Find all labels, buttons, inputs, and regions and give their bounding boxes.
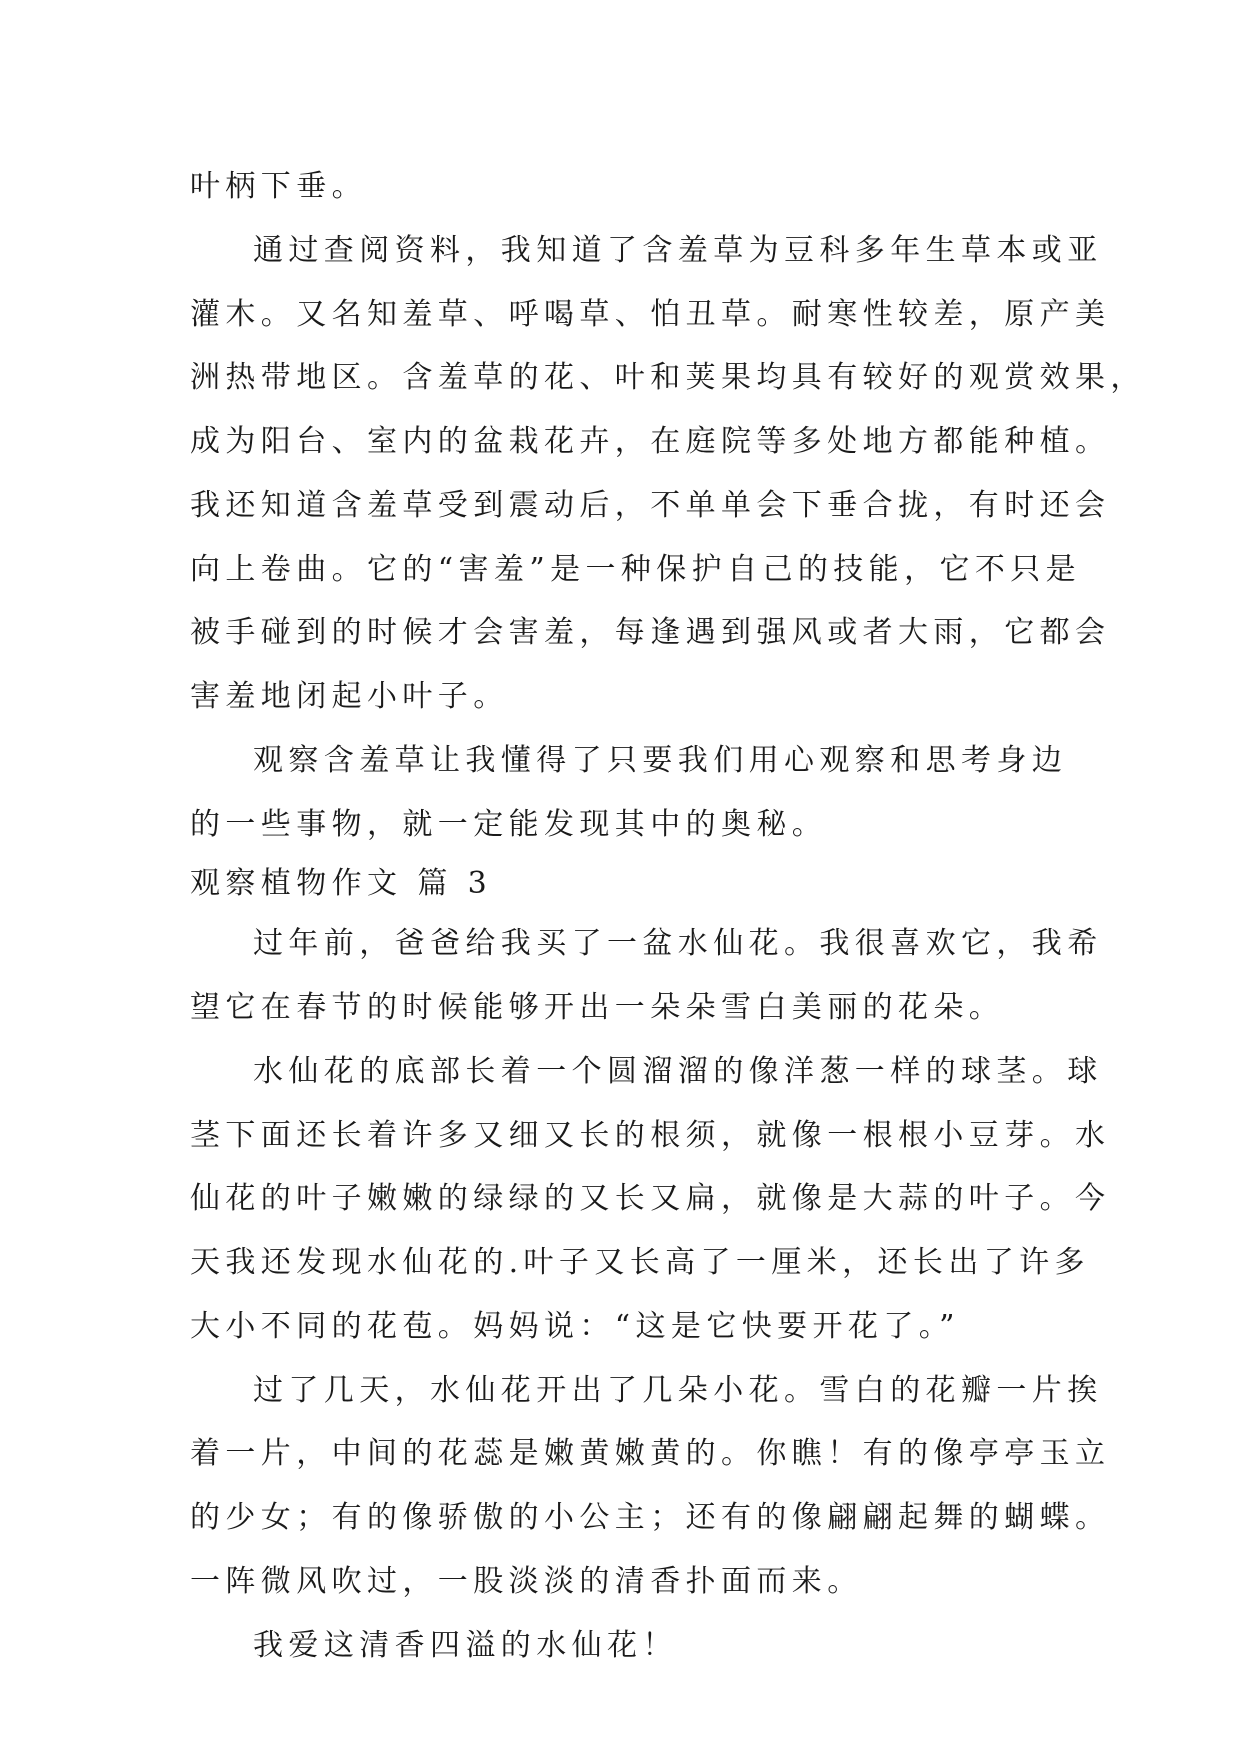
paragraph-first-line: 我爱这清香四溢的水仙花！ (253, 1628, 678, 1663)
paragraph-first-line: 水仙花的底部长着一个圆溜溜的像洋葱一样的球茎。球 (253, 1054, 1103, 1089)
paragraph-first-line: 通过查阅资料，我知道了含羞草为豆科多年生草本或亚 (253, 233, 1103, 268)
text-line: 成为阳台、室内的盆栽花卉，在庭院等多处地方都能种植。 (190, 424, 1111, 459)
text-line: 我还知道含羞草受到震动后，不单单会下垂合拢，有时还会 (190, 488, 1111, 523)
text-line: 望它在春节的时候能够开出一朵朵雪白美丽的花朵。 (190, 990, 1005, 1025)
text-line: 害羞地闭起小叶子。 (190, 679, 509, 714)
text-line: 一阵微风吹过，一股淡淡的清香扑面而来。 (190, 1564, 863, 1599)
paragraph-first-line: 过年前，爸爸给我买了一盆水仙花。我很喜欢它，我希 (253, 926, 1103, 961)
text-line: 洲热带地区。含羞草的花、叶和荚果均具有较好的观赏效果， (190, 360, 1146, 395)
paragraph-first-line: 观察含羞草让我懂得了只要我们用心观察和思考身边 (253, 743, 1068, 778)
paragraph-first-line: 过了几天，水仙花开出了几朵小花。雪白的花瓣一片挨 (253, 1373, 1103, 1408)
text-line: 着一片，中间的花蕊是嫩黄嫩黄的。你瞧！有的像亭亭玉立 (190, 1436, 1111, 1471)
text-line: 仙花的叶子嫩嫩的绿绿的又长又扁，就像是大蒜的叶子。今 (190, 1181, 1111, 1216)
text-line: 茎下面还长着许多又细又长的根须，就像一根根小豆芽。水 (190, 1118, 1111, 1153)
text-line: 灌木。又名知羞草、呼喝草、怕丑草。耐寒性较差，原产美 (190, 297, 1111, 332)
text-line: 被手碰到的时候才会害羞，每逢遇到强风或者大雨，它都会 (190, 615, 1111, 650)
text-line: 的一些事物，就一定能发现其中的奥秘。 (190, 807, 828, 842)
text-line: 大小不同的花苞。妈妈说：“这是它快要开花了。” (190, 1309, 960, 1344)
text-line: 的少女；有的像骄傲的小公主；还有的像翩翩起舞的蝴蝶。 (190, 1500, 1111, 1535)
text-line: 向上卷曲。它的“害羞”是一种保护自己的技能，它不只是 (190, 552, 1082, 587)
text-line: 天我还发现水仙花的.叶子又长高了一厘米，还长出了许多 (190, 1245, 1090, 1280)
section-heading: 观察植物作文 篇 3 (190, 866, 493, 901)
text-line: 叶柄下垂。 (190, 169, 367, 204)
